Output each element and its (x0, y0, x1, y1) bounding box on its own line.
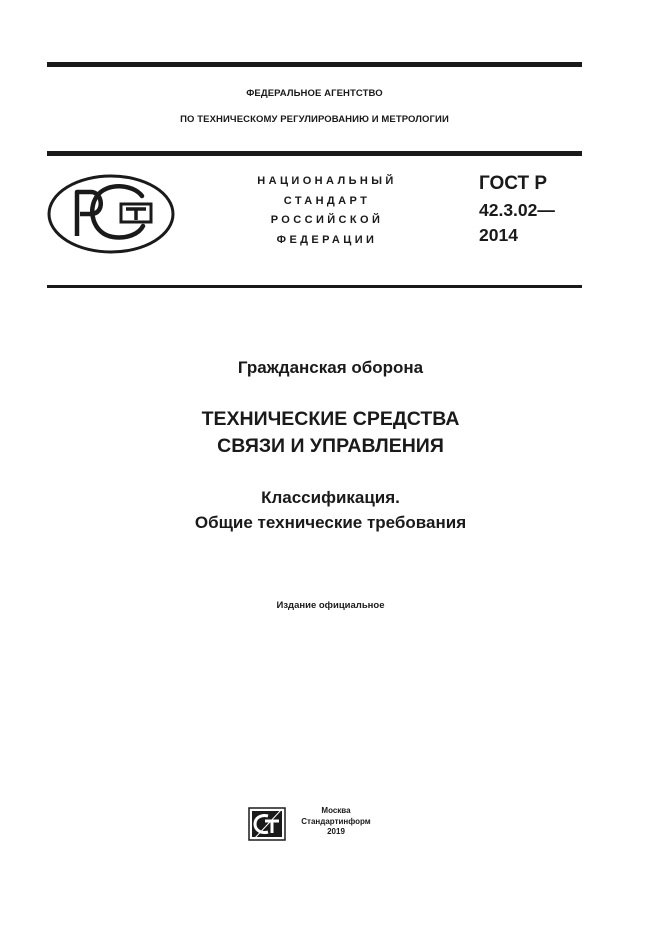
standard-kind-line-3: РОССИЙСКОЙ (270, 214, 384, 226)
title-scope (47, 485, 614, 535)
publisher-city: Москва (321, 806, 351, 815)
edition-note: Издание официальное (276, 600, 385, 611)
title-field: Гражданская оборона (237, 358, 424, 377)
middle-rule (47, 151, 582, 156)
standartinform-logo-icon (248, 807, 286, 841)
standard-designation (479, 171, 555, 247)
designation-line-1: ГОСТ Р (479, 173, 548, 194)
top-rule (47, 62, 582, 67)
standard-kind (212, 172, 442, 250)
standard-kind-line-1: НАЦИОНАЛЬНЫЙ (257, 175, 397, 187)
publisher-name: Стандартинформ (301, 816, 371, 826)
agency-line-2: ПО ТЕХНИЧЕСКОМУ РЕГУЛИРОВАНИЮ И МЕТРОЛОГИИ (180, 114, 449, 125)
title-scope-line-2: Общие технические требования (194, 513, 467, 532)
title-subject (47, 406, 614, 460)
standard-kind-line-2: СТАНДАРТ (283, 194, 371, 207)
agency-line-1: ФЕДЕРАЛЬНОЕ АГЕНТСТВО (246, 88, 383, 99)
designation-line-3: 2014 (479, 225, 518, 245)
title-scope-line-1: Классификация. (261, 488, 400, 507)
bottom-rule (47, 285, 582, 288)
designation-line-2: 42.3.02— (479, 200, 555, 220)
title-subject-line-1: ТЕХНИЧЕСКИЕ СРЕДСТВА (201, 408, 460, 430)
rst-gost-logo-icon (47, 174, 175, 254)
title-subject-line-2: СВЯЗИ И УПРАВЛЕНИЯ (217, 435, 444, 457)
publisher-info (294, 806, 378, 838)
standard-kind-line-4: ФЕДЕРАЦИИ (276, 233, 378, 246)
publisher-year: 2019 (327, 827, 345, 836)
